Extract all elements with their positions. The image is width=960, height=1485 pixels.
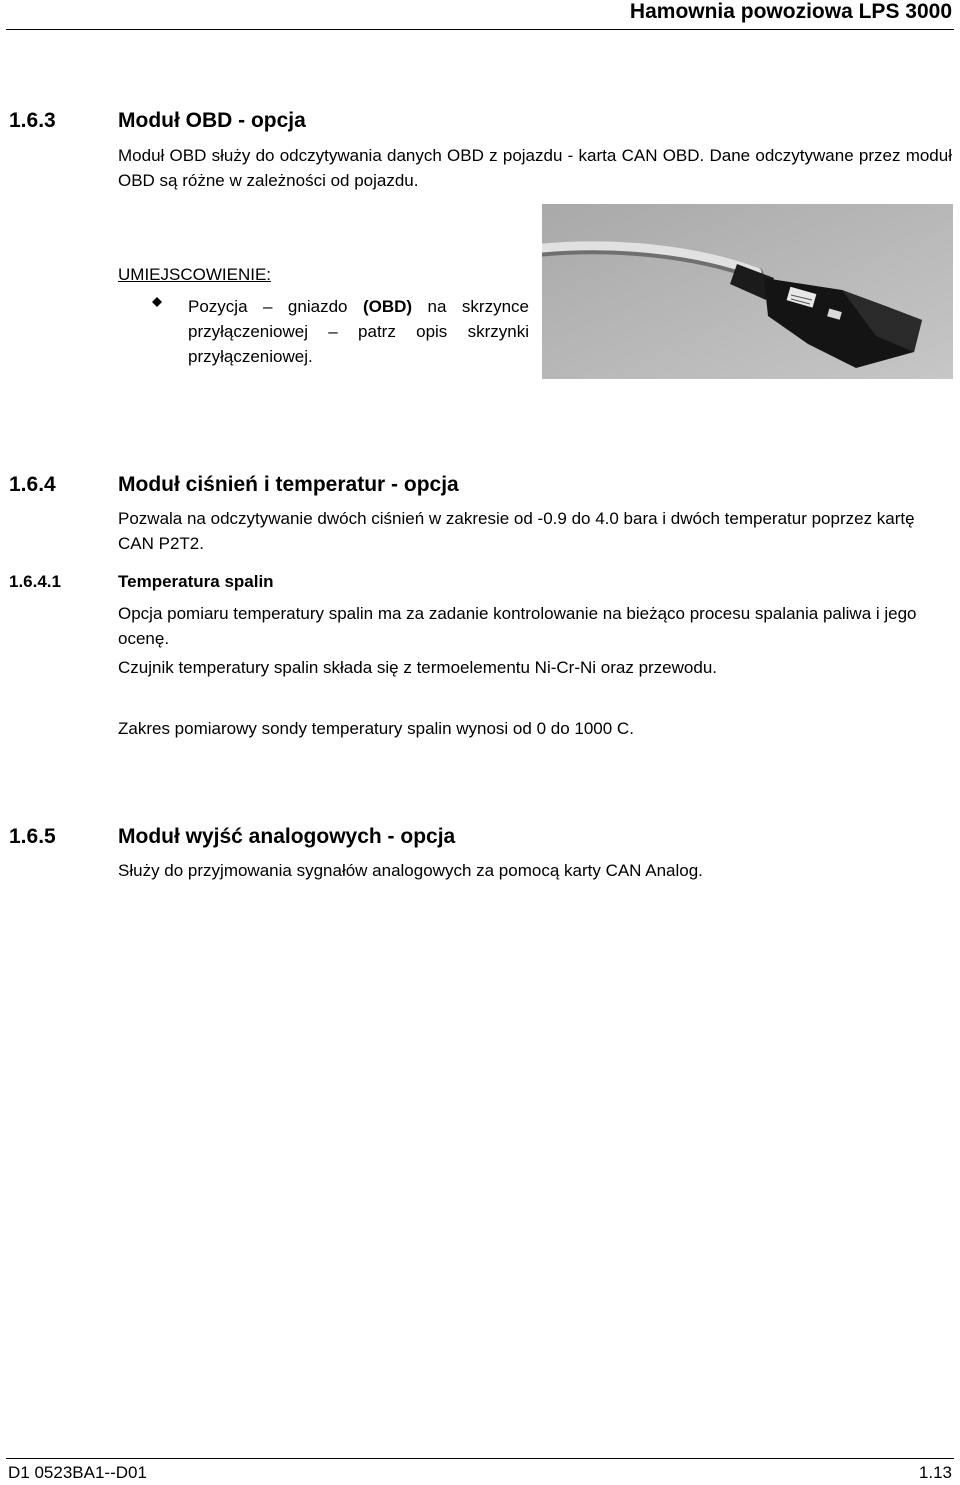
location-heading: UMIEJSCOWIENIE: (118, 265, 272, 284)
exhaust-range-description: Zakres pomiarowy sondy temperatury spalin wynosi od 0 do 1000 C. (118, 719, 634, 738)
section-title-exhaust-temperature: Temperatura spalin (118, 572, 274, 591)
pressure-temperature-description: Pozwala na odczytywanie dwóch ciśnień w zakresie od -0.9 do 4.0 bara i dwóch temperatur poprzez kartę CAN P2T2. (118, 509, 915, 553)
section-number-1-6-5: 1.6.5 (9, 825, 56, 848)
footer-document-id: D1 0523BA1--D01 (8, 1463, 147, 1482)
section-title-obd: Moduł OBD - opcja (118, 109, 306, 132)
footer-page-number: 1.13 (918, 1463, 952, 1482)
section-number-1-6-3: 1.6.3 (9, 109, 56, 132)
bullet-text-pre: Pozycja – gniazdo (188, 297, 363, 316)
header-title: Hamownia powoziowa LPS 3000 (629, 0, 952, 23)
diamond-bullet-icon (152, 297, 162, 307)
section-number-1-6-4-1: 1.6.4.1 (9, 572, 61, 591)
obd-module-photo (542, 204, 953, 379)
bullet-text-post: na skrzynce przyłączeniowej – patrz opis skrzynki przyłączeniowej. (188, 297, 529, 366)
exhaust-sensor-description: Czujnik temperatury spalin składa się z termoelementu Ni-Cr-Ni oraz przewodu. (118, 658, 718, 677)
section-number-1-6-4: 1.6.4 (9, 473, 56, 496)
obd-connector-illustration (542, 204, 953, 379)
location-bullet-text (188, 294, 529, 369)
section-title-analog-outputs: Moduł wyjść analogowych - opcja (118, 825, 456, 848)
obd-socket-label: (OBD) (362, 297, 413, 316)
obd-description: Moduł OBD służy do odczytywania danych OBD z pojazdu - karta CAN OBD. Dane odczytywane przez moduł OBD są różne w zależności od pojazdu. (118, 146, 952, 190)
footer-rule (6, 1458, 954, 1459)
header-rule (6, 29, 954, 30)
analog-outputs-description: Służy do przyjmowania sygnałów analogowych za pomocą karty CAN Analog. (118, 861, 703, 880)
exhaust-temperature-description: Opcja pomiaru temperatury spalin ma za zadanie kontrolowanie na bieżąco procesu spalania paliwa i jego ocenę. (118, 604, 917, 648)
section-title-pressure-temperature: Moduł ciśnień i temperatur - opcja (118, 473, 459, 496)
